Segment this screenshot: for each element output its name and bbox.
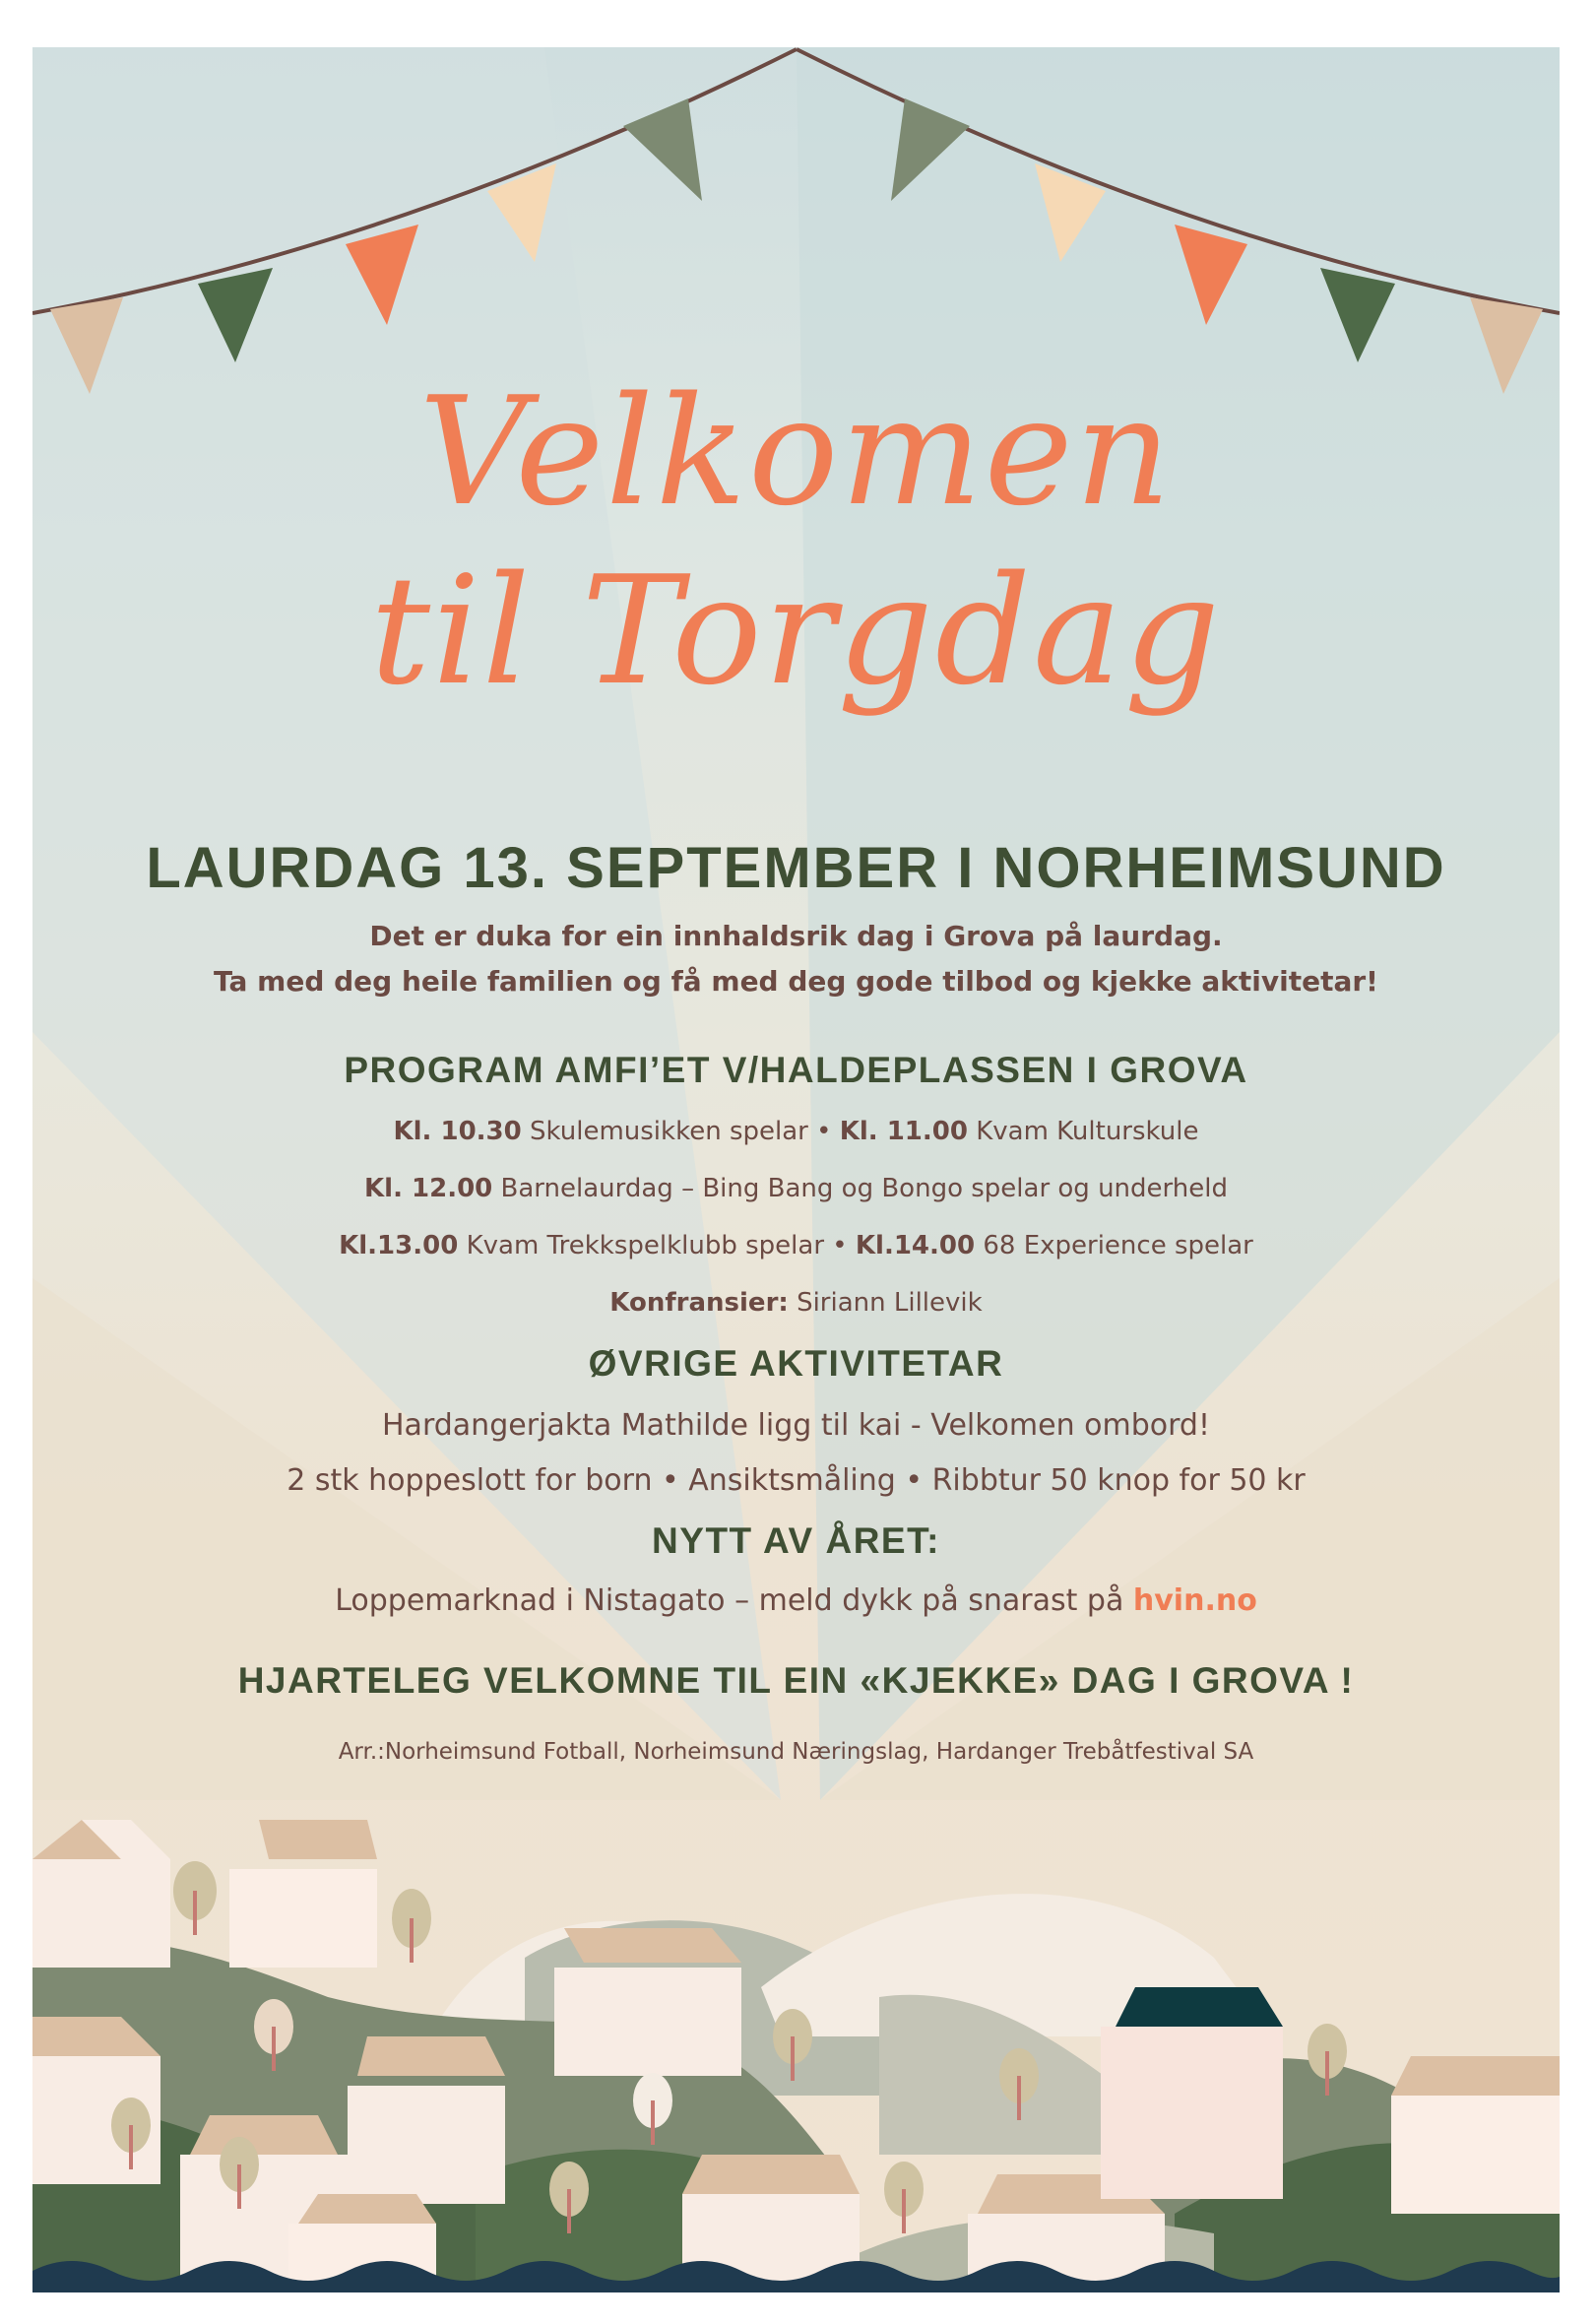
host-label: Konfransier: xyxy=(609,1288,789,1318)
bunting-flag xyxy=(623,98,702,201)
separator-dot: • xyxy=(832,1231,848,1260)
program-heading: PROGRAM AMFI’ET V/HALDEPLASSEN I GROVA xyxy=(344,1050,1248,1090)
program-activity: 68 Experience spelar xyxy=(983,1231,1253,1260)
house xyxy=(1391,2056,1560,2214)
program-activity: Kvam Kulturskule xyxy=(976,1117,1199,1146)
tree xyxy=(884,2162,924,2233)
program-time: Kl. 11.00 xyxy=(839,1117,968,1146)
website-link[interactable]: hvin.no xyxy=(1132,1583,1257,1618)
title-line-2: til Torgdag xyxy=(370,544,1222,718)
tree xyxy=(173,1861,217,1935)
program-time: Kl. 12.00 xyxy=(364,1174,493,1203)
closing-heading: HJARTELEG VELKOMNE TIL EIN «KJEKKE» DAG I GROVA ! xyxy=(237,1660,1355,1701)
poster xyxy=(32,47,1560,2292)
program-activity: Kvam Trekkspelklubb spelar xyxy=(466,1231,825,1260)
other-activities-line-2: 2 stk hoppeslott for born • Ansiktsmåling • Ribbtur 50 knop for 50 kr xyxy=(287,1463,1306,1498)
title-line-1: Velkomen xyxy=(418,364,1174,539)
host-name: Siriann Lillevik xyxy=(797,1288,983,1318)
poster-title xyxy=(32,362,1560,721)
intro-line-2: Ta med deg heile familien og få med deg gode tilbod og kjekke aktivitetar! xyxy=(214,965,1378,998)
news-heading: NYTT AV ÅRET: xyxy=(652,1520,940,1561)
separator-dot: • xyxy=(816,1117,832,1146)
program-activity: Barnelaurdag – Bing Bang og Bongo spelar og underheld xyxy=(500,1174,1228,1203)
news-line xyxy=(32,1583,1560,1618)
other-activities-line-1: Hardangerjakta Mathilde ligg til kai - Velkomen ombord! xyxy=(382,1408,1210,1443)
program-row-3 xyxy=(32,1231,1560,1260)
intro-line-1: Det er duka for ein innhaldsrik dag i Grova på laurdag. xyxy=(369,920,1223,952)
house xyxy=(348,2036,505,2204)
tree xyxy=(392,1889,431,1963)
village-illustration xyxy=(32,1800,1560,2292)
house xyxy=(32,1820,170,1968)
program-activity: Skulemusikken spelar xyxy=(529,1117,808,1146)
program-time: Kl.13.00 xyxy=(339,1231,459,1260)
program-time: Kl.14.00 xyxy=(855,1231,976,1260)
program-host-row xyxy=(32,1288,1560,1318)
organizers-credits: Arr.:Norheimsund Fotball, Norheimsund Næringslag, Hardanger Trebåtfestival SA xyxy=(338,1739,1254,1765)
house xyxy=(229,1820,377,1968)
house xyxy=(554,1928,741,2076)
house xyxy=(32,2017,160,2184)
other-activities-heading: ØVRIGE AKTIVITETAR xyxy=(588,1343,1004,1384)
house xyxy=(1101,1987,1283,2199)
program-row-1 xyxy=(32,1117,1560,1146)
program-row-2 xyxy=(32,1174,1560,1203)
program-time: Kl. 10.30 xyxy=(393,1117,522,1146)
news-text: Loppemarknad i Nistagato – meld dykk på snarast på xyxy=(335,1583,1124,1618)
event-date-heading: LAURDAG 13. SEPTEMBER I NORHEIMSUND xyxy=(146,836,1446,900)
